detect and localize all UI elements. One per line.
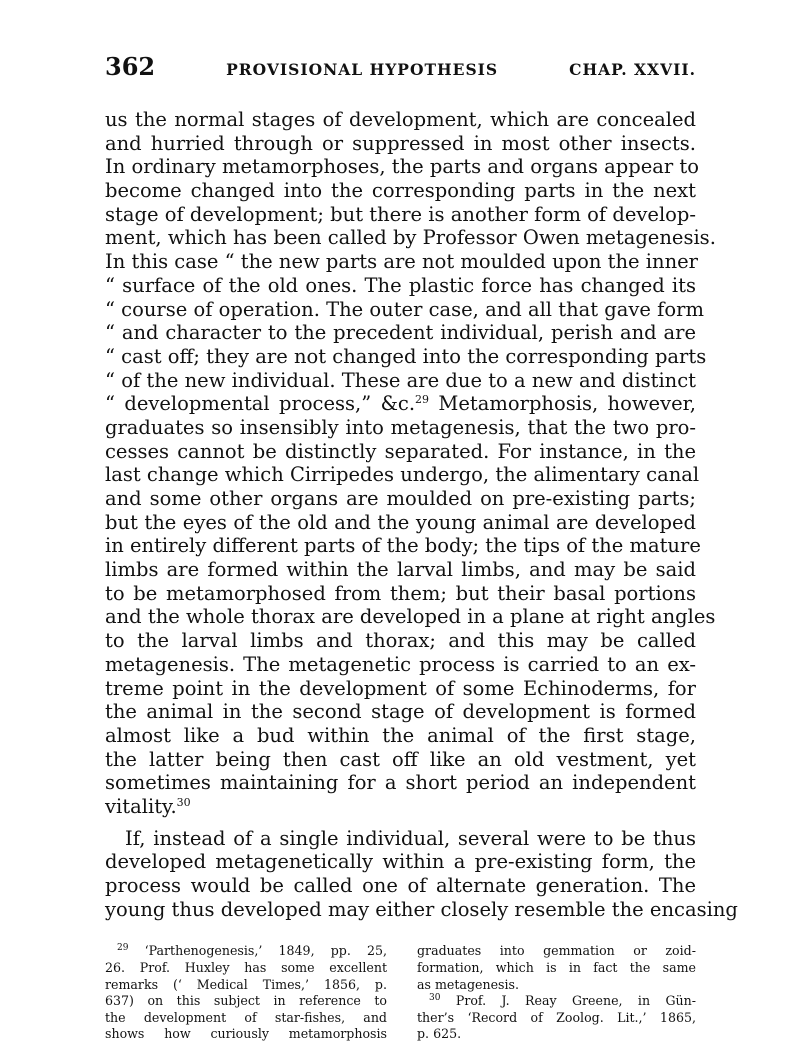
text-line: sometimes maintaining for a short period an independent bbox=[105, 771, 696, 795]
footnote-line: the development of star-fishes, and bbox=[105, 1009, 387, 1025]
text-segment: Metamorphosis, however, bbox=[438, 392, 696, 416]
text-line: to be metamorphosed from them; but their basal portions bbox=[105, 581, 696, 605]
text-line: cesses cannot be distinctly separated. For instance, in the bbox=[105, 439, 696, 463]
text-line: “ surface of the old ones. The plastic force has changed its bbox=[105, 273, 696, 297]
paragraph-1 bbox=[105, 108, 716, 819]
text-line: become changed into the corresponding parts in the next bbox=[105, 179, 696, 203]
text-segment: “ developmental process,” &c. bbox=[105, 392, 416, 416]
text-line: graduates so insensibly into metagenesis, that the two pro- bbox=[105, 415, 696, 439]
footnote-line: ther’s ‘Record of Zoolog. Lit.,’ 1865, bbox=[417, 1009, 696, 1025]
text-line: limbs are formed within the larval limbs, and may be said bbox=[105, 558, 696, 582]
text-line: but the eyes of the old and the young animal are developed bbox=[105, 510, 696, 534]
running-head bbox=[105, 52, 696, 86]
text-line: In this case “ the new parts are not moulded upon the inner bbox=[105, 250, 698, 274]
text-line: young thus developed may either closely resemble the encasing bbox=[105, 897, 738, 921]
body-text bbox=[105, 108, 738, 921]
text-line: last change which Cirripedes undergo, the alimentary canal bbox=[105, 463, 700, 487]
footnote-column-right bbox=[417, 943, 696, 1043]
footnote-ref-29: 29 bbox=[415, 393, 430, 407]
footnote-line: 26. Prof. Huxley has some excellent bbox=[105, 959, 387, 975]
paragraph-2 bbox=[105, 826, 738, 922]
text-line bbox=[105, 795, 696, 819]
text-segment: ‘Parthenogenesis,’ 1849, pp. 25, bbox=[144, 943, 387, 959]
footnote-line: graduates into gemmation or zoid- bbox=[417, 943, 696, 959]
footnote-line: shows how curiously metamorphosis bbox=[105, 1026, 387, 1042]
text-segment: Prof. J. Reay Greene, in Gün- bbox=[455, 993, 696, 1009]
text-line: the animal in the second stage of development is formed bbox=[105, 700, 696, 724]
footnote-number-29: 29 bbox=[117, 943, 129, 954]
text-line: and some other organs are moulded on pre-existing parts; bbox=[105, 487, 696, 510]
text-line: stage of development; but there is another form of develop- bbox=[105, 202, 696, 226]
text-line: If, instead of a single individual, several were to be thus bbox=[125, 826, 696, 850]
text-line: almost like a bud within the animal of the first stage, bbox=[105, 723, 696, 747]
footnote-line: remarks (‘ Medical Times,’ 1856, p. bbox=[105, 976, 387, 992]
text-line bbox=[105, 392, 696, 416]
running-title: PROVISIONAL HYPOTHESIS bbox=[226, 60, 499, 79]
text-line: “ of the new individual. These are due to a new and distinct bbox=[105, 368, 696, 392]
text-line: and hurried through or suppressed in most other insects. bbox=[105, 131, 696, 155]
footnote-line: as metagenesis. bbox=[417, 976, 519, 992]
text-line: “ and character to the precedent individual, perish and are bbox=[105, 321, 696, 345]
chapter-label: CHAP. XXVII. bbox=[569, 60, 696, 79]
text-line: ment, which has been called by Professor Owen metagenesis. bbox=[105, 226, 716, 250]
footnote-line: p. 625. bbox=[417, 1026, 462, 1042]
text-line: treme point in the development of some Echinoderms, for bbox=[105, 676, 696, 700]
text-line: to the larval limbs and thorax; and this may be called bbox=[105, 629, 696, 653]
footnote-line bbox=[417, 993, 696, 1010]
footnote-column-left bbox=[105, 943, 387, 1043]
text-line: the latter being then cast off like an old vestment, yet bbox=[105, 747, 696, 771]
footnotes bbox=[105, 943, 696, 1043]
footnote-line bbox=[105, 943, 387, 960]
page-number: 362 bbox=[105, 52, 156, 81]
text-line: “ cast off; they are not changed into the corresponding parts bbox=[105, 344, 707, 368]
footnote-ref-30: 30 bbox=[176, 795, 191, 809]
text-line: “ course of operation. The outer case, and all that gave form bbox=[105, 297, 704, 321]
text-segment: vitality. bbox=[105, 794, 177, 818]
text-line: metagenesis. The metagenetic process is carried to an ex- bbox=[105, 652, 696, 676]
text-line: In ordinary metamorphoses, the parts and organs appear to bbox=[105, 155, 699, 179]
text-line: developed metagenetically within a pre-existing form, the bbox=[105, 850, 696, 874]
footnote-line: 637) on this subject in reference to bbox=[105, 993, 387, 1009]
footnote-line: formation, which is in fact the same bbox=[417, 959, 696, 975]
text-line: us the normal stages of development, which are concealed bbox=[105, 108, 696, 131]
text-line: process would be called one of alternate generation. The bbox=[105, 874, 696, 897]
footnote-number-30: 30 bbox=[429, 993, 441, 1004]
text-line: in entirely different parts of the body; the tips of the mature bbox=[105, 534, 701, 558]
text-line: and the whole thorax are developed in a plane at right angles bbox=[105, 605, 716, 629]
